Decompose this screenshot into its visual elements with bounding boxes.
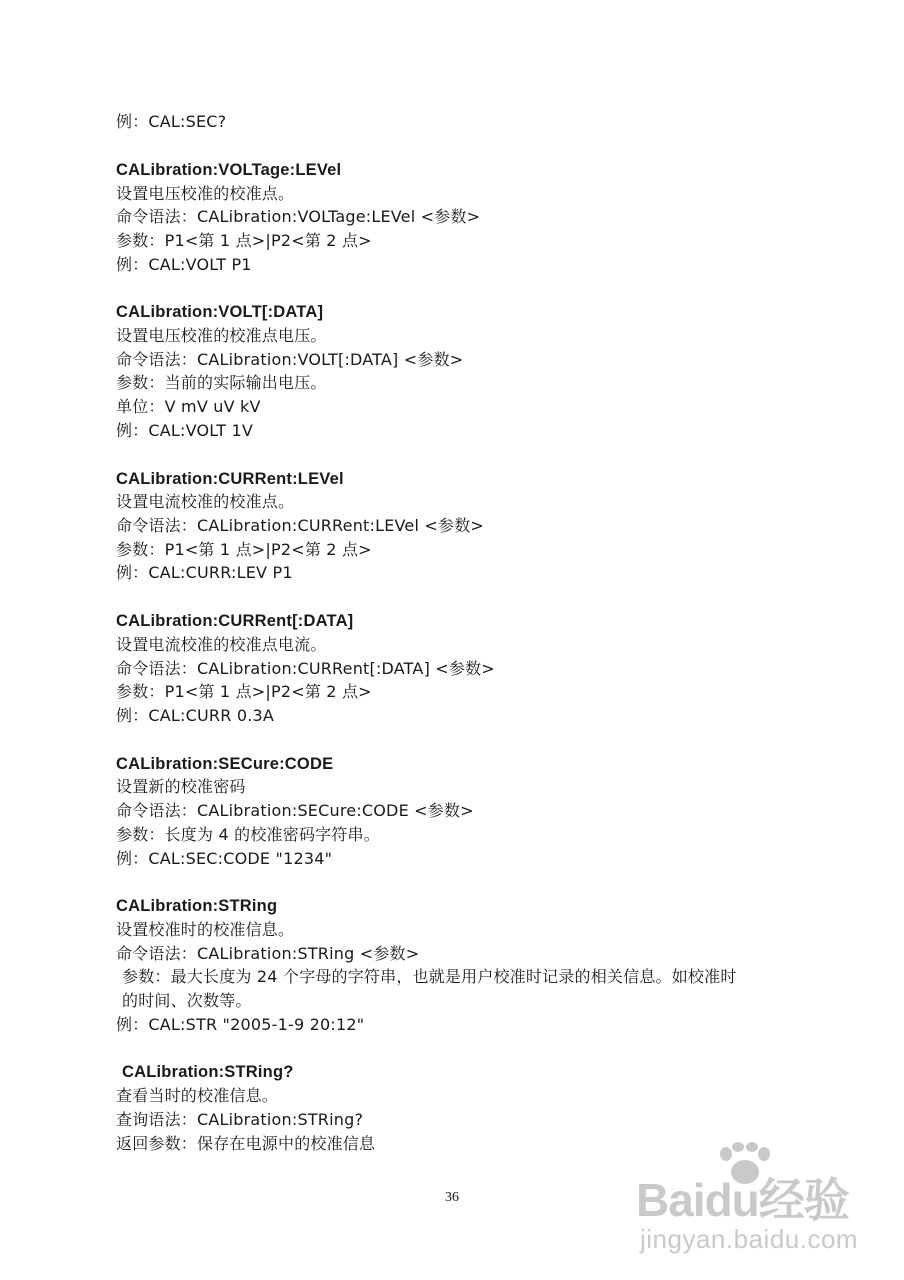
syntax-line: 命令语法：CALibration:STRing <参数> <box>116 944 420 963</box>
syntax-line: 命令语法：CALibration:VOLTage:LEVel <参数> <box>116 207 481 226</box>
query-syntax-line: 查询语法：CALibration:STRing? <box>116 1110 364 1129</box>
baidu-watermark <box>630 1142 880 1272</box>
command-heading: CALibration:STRing <box>116 897 278 915</box>
command-heading: CALibration:SECure:CODE <box>116 755 334 773</box>
unit-line: 单位：V mV uV kV <box>116 397 261 416</box>
command-heading: CALibration:STRing? <box>122 1063 294 1081</box>
example-line: 例：CAL:CURR 0.3A <box>116 706 275 725</box>
description-line: 设置校准时的校准信息。 <box>116 920 295 939</box>
example-line: 例：CAL:SEC:CODE "1234" <box>116 849 333 868</box>
syntax-line: 命令语法：CALibration:SECure:CODE <参数> <box>116 801 474 820</box>
parameter-line: 参数：当前的实际输出电压。 <box>116 373 327 392</box>
example-line: 例：CAL:VOLT 1V <box>116 421 253 440</box>
command-heading: CALibration:VOLT[:DATA] <box>116 303 324 321</box>
parameter-line: 参数：P1<第 1 点>|P2<第 2 点> <box>116 540 372 559</box>
example-line: 例：CAL:STR "2005-1-9 20:12" <box>116 1015 365 1034</box>
description-line: 查看当时的校准信息。 <box>116 1086 279 1105</box>
description-line: 设置电压校准的校准点。 <box>116 184 295 203</box>
parameter-line: 参数：P1<第 1 点>|P2<第 2 点> <box>116 231 372 250</box>
command-heading: CALibration:CURRent:LEVel <box>116 470 344 488</box>
parameter-line: 参数：P1<第 1 点>|P2<第 2 点> <box>116 682 372 701</box>
syntax-line: 命令语法：CALibration:CURRent:LEVel <参数> <box>116 516 485 535</box>
syntax-line: 命令语法：CALibration:CURRent[:DATA] <参数> <box>116 659 495 678</box>
page-number: 36 <box>445 1190 459 1205</box>
command-heading: CALibration:VOLTage:LEVel <box>116 161 342 179</box>
example-line: 例：CAL:VOLT P1 <box>116 255 252 274</box>
watermark-url: jingyan.baidu.com <box>640 1224 859 1254</box>
return-parameter-line: 返回参数：保存在电源中的校准信息 <box>116 1134 376 1153</box>
description-line: 设置电压校准的校准点电压。 <box>116 326 327 345</box>
example-line: 例：CAL:CURR:LEV P1 <box>116 563 293 582</box>
parameter-line-continued: 的时间、次数等。 <box>122 991 252 1010</box>
description-line: 设置新的校准密码 <box>116 777 246 796</box>
syntax-line: 命令语法：CALibration:VOLT[:DATA] <参数> <box>116 350 464 369</box>
description-line: 设置电流校准的校准点电流。 <box>116 635 327 654</box>
example-line: 例：CAL:SEC? <box>116 112 227 131</box>
watermark-logo: Baidu经验 <box>636 1174 849 1226</box>
command-heading: CALibration:CURRent[:DATA] <box>116 612 354 630</box>
parameter-line: 参数：最大长度为 24 个字母的字符串，也就是用户校准时记录的相关信息。如校准时 <box>122 967 737 986</box>
parameter-line: 参数：长度为 4 的校准密码字符串。 <box>116 825 380 844</box>
description-line: 设置电流校准的校准点。 <box>116 492 295 511</box>
